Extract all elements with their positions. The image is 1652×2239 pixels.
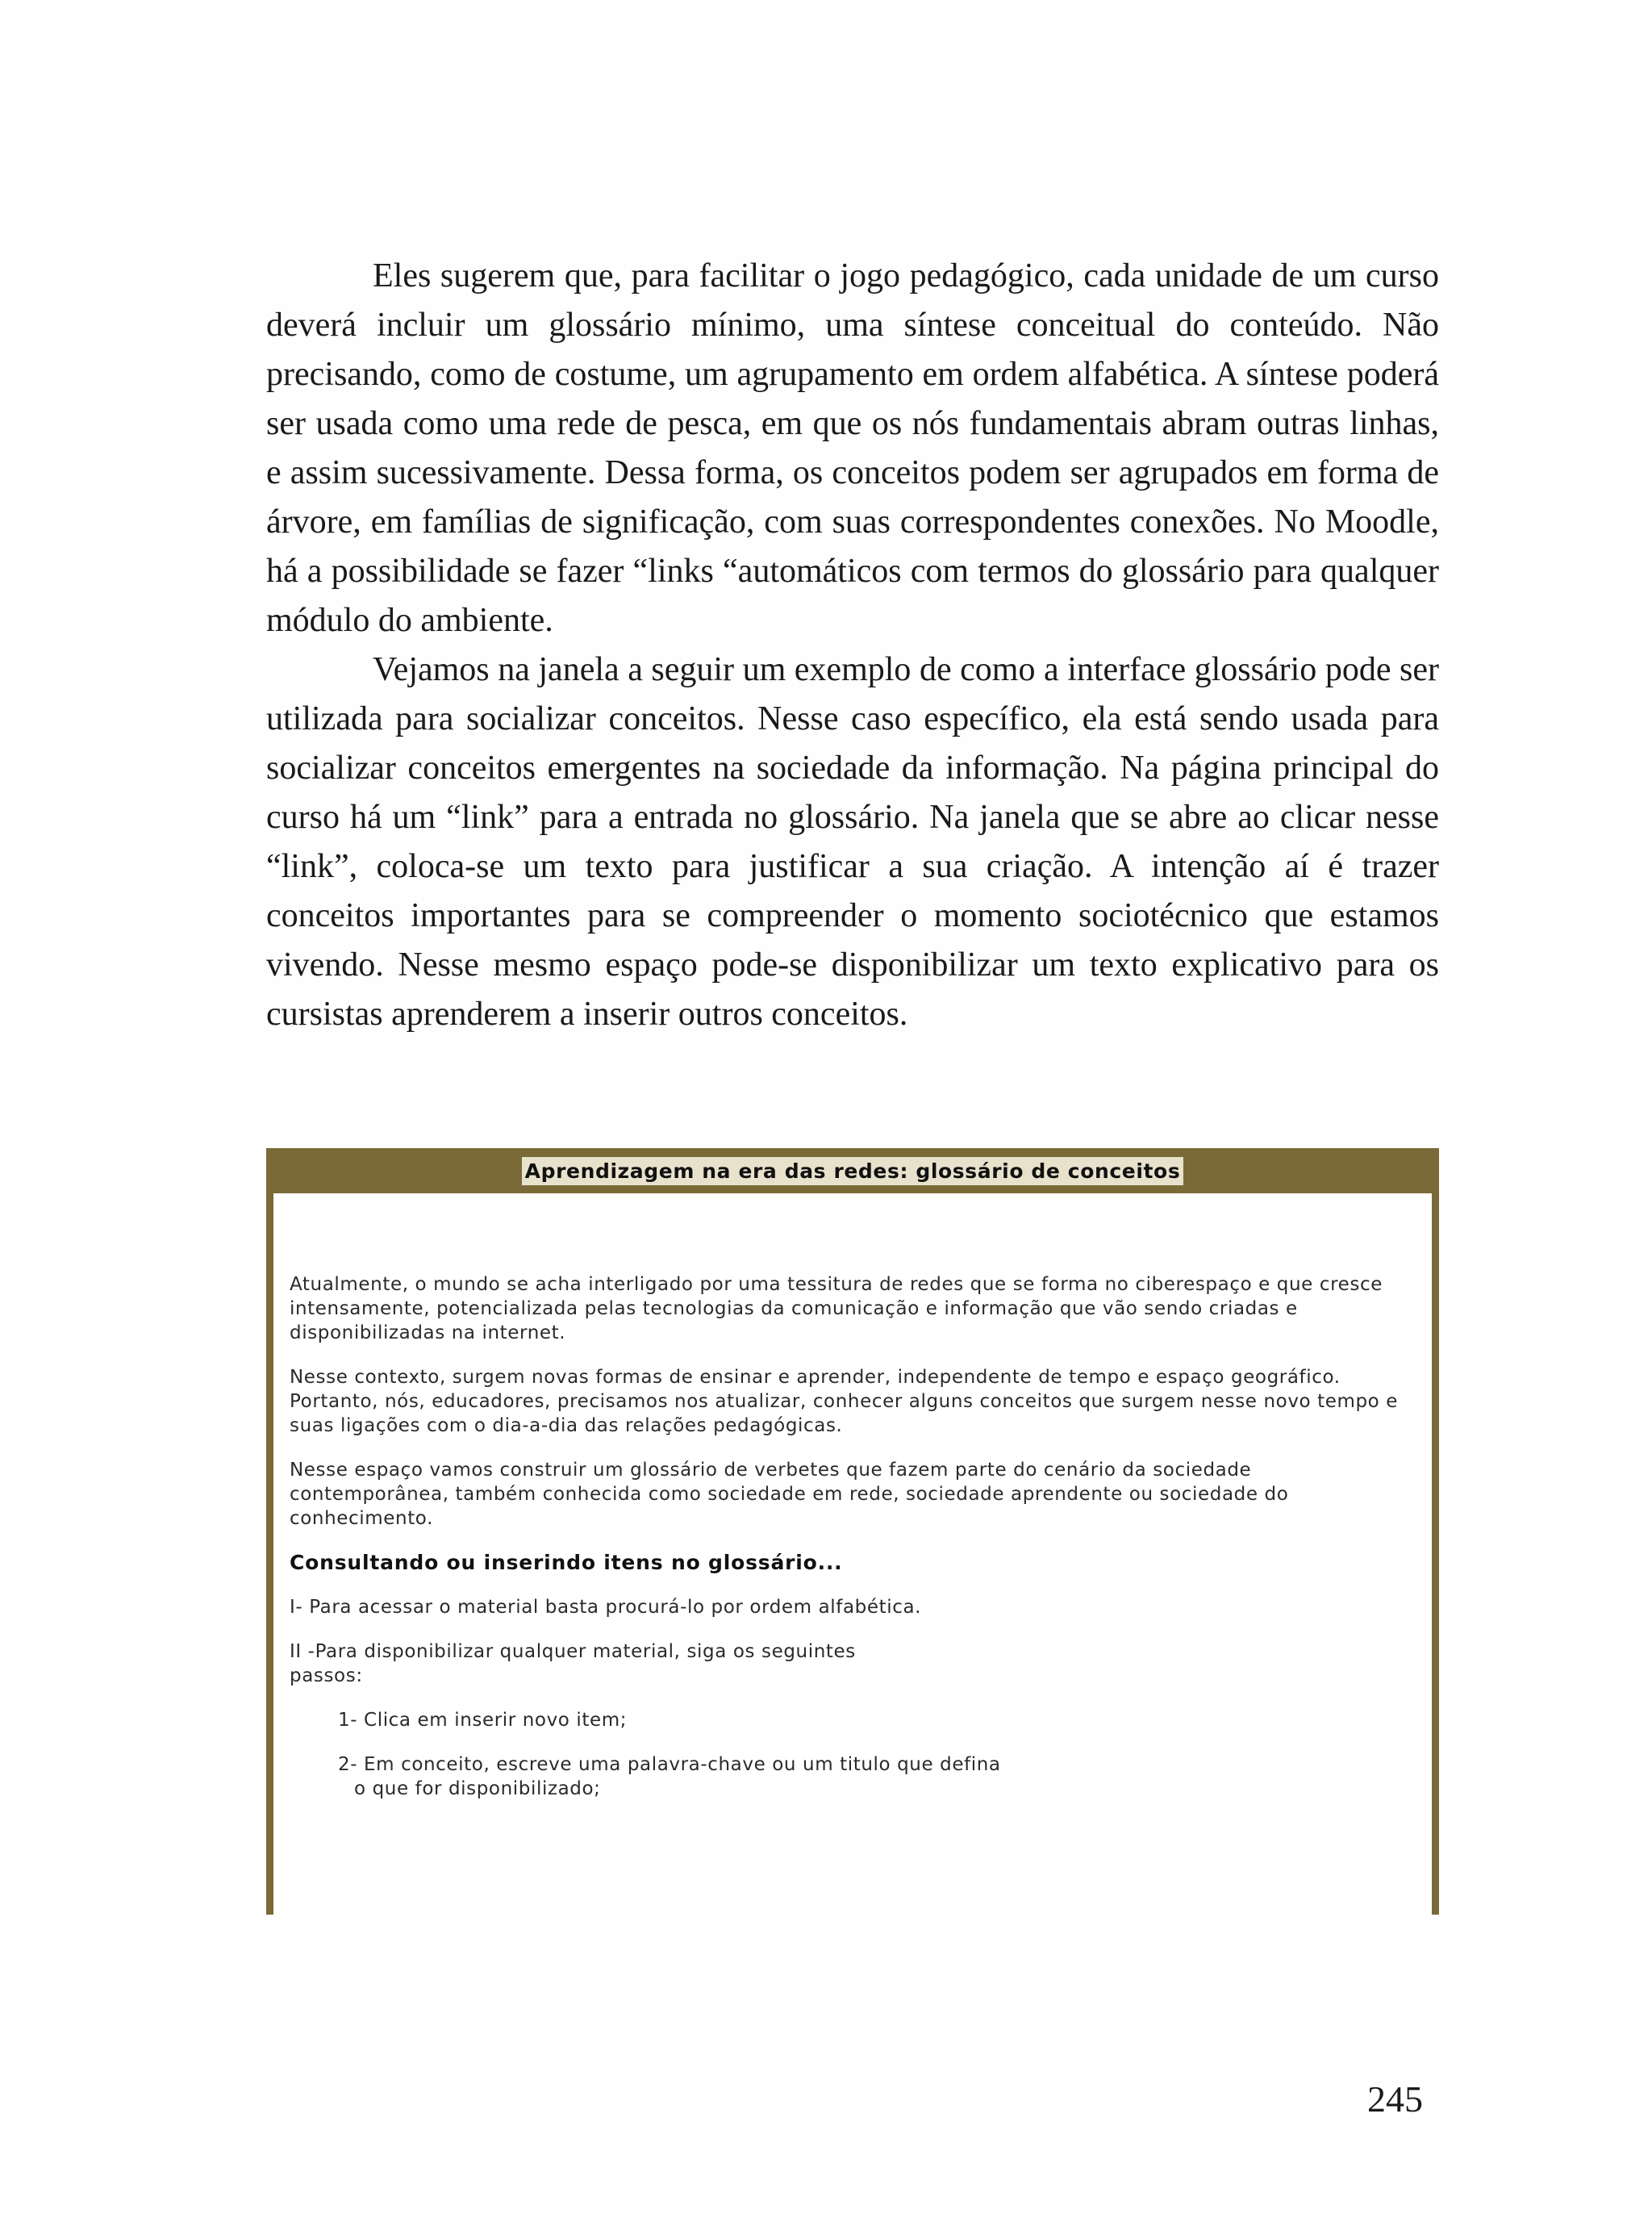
glossary-instruction-item-2 [290,1640,1408,1688]
item-2-line-2: passos: [290,1665,363,1686]
glossary-step-1: 1- Clica em inserir novo item; [338,1710,628,1731]
body-text [266,252,1439,1039]
body-paragraph-2: Vejamos na janela a seguir um exemplo de como a interface glossário pode ser utilizada para socializar conceitos. Nesse caso específico, ela está sendo usada para socializar conceitos emergentes na sociedade da informação. Na página principal do curso há um “link” para a entrada no glossário. Na janela que se abre ao clicar nesse “link”, coloca-se um texto para justificar a sua criação. A intenção aí é trazer conceitos importantes para se compreender o momento sociotécnico que estamos vivendo. Nesse mesmo espaço pode-se disponibilizar um texto explicativo para os cursistas aprenderem a inserir outros conceitos. [266,651,1439,1033]
glossary-intro-paragraph-1: Atualmente, o mundo se acha interligado por uma tessitura de redes que se forma no ciberespaço e que cresce intensamente, potencializada pelas tecnologias da comunicação e informação que vão sendo criadas e disponibilizadas na internet. [290,1274,1383,1343]
glossary-instruction-item-1: I- Para acessar o material basta procurá-lo por ordem alfabética. [290,1597,922,1618]
glossary-window-screenshot [266,1148,1439,1915]
page-number: 245 [1367,2078,1423,2120]
window-content [273,1193,1432,1915]
item-2-line-1: II -Para disponibilizar qualquer material, siga os seguintes [290,1641,856,1662]
step-2-line-2: o que for disponibilizado; [354,1778,601,1799]
step-2-line-1: 2- Em conceito, escreve uma palavra-chave ou um titulo que defina [338,1754,1001,1775]
glossary-instructions-heading: Consultando ou inserindo itens no glossário... [290,1551,843,1574]
glossary-intro-paragraph-3: Nesse espaço vamos construir um glossário de verbetes que fazem parte do cenário da sociedade contemporânea, também conhecida como sociedade em rede, sociedade aprendente ou sociedade do conhecimento. [290,1460,1289,1529]
body-paragraph-1: Eles sugerem que, para facilitar o jogo pedagógico, cada unidade de um curso deverá incluir um glossário mínimo, uma síntese conceitual do conteúdo. Não precisando, como de costume, um agrupamento em ordem alfabética. A síntese poderá ser usada como uma rede de pesca, em que os nós fundamentais abram outras linhas, e assim sucessivamente. Dessa forma, os conceitos podem ser agrupados em forma de árvore, em famílias de significação, com suas correspondentes conexões. No Moodle, há a possibilidade se fazer “links “automáticos com termos do glossário para qualquer módulo do ambiente. [266,257,1439,639]
window-title-bar [266,1148,1439,1193]
window-title: Aprendizagem na era das redes: glossário de conceitos [522,1157,1184,1185]
glossary-intro-paragraph-2: Nesse contexto, surgem novas formas de ensinar e aprender, independente de tempo e espaço geográfico. Portanto, nós, educadores, precisamos nos atualizar, conhecer alguns conceitos que surgem nesse novo tempo e suas ligações com o dia-a-dia das relações pedagógicas. [290,1367,1399,1436]
glossary-step-2 [338,1752,1408,1801]
